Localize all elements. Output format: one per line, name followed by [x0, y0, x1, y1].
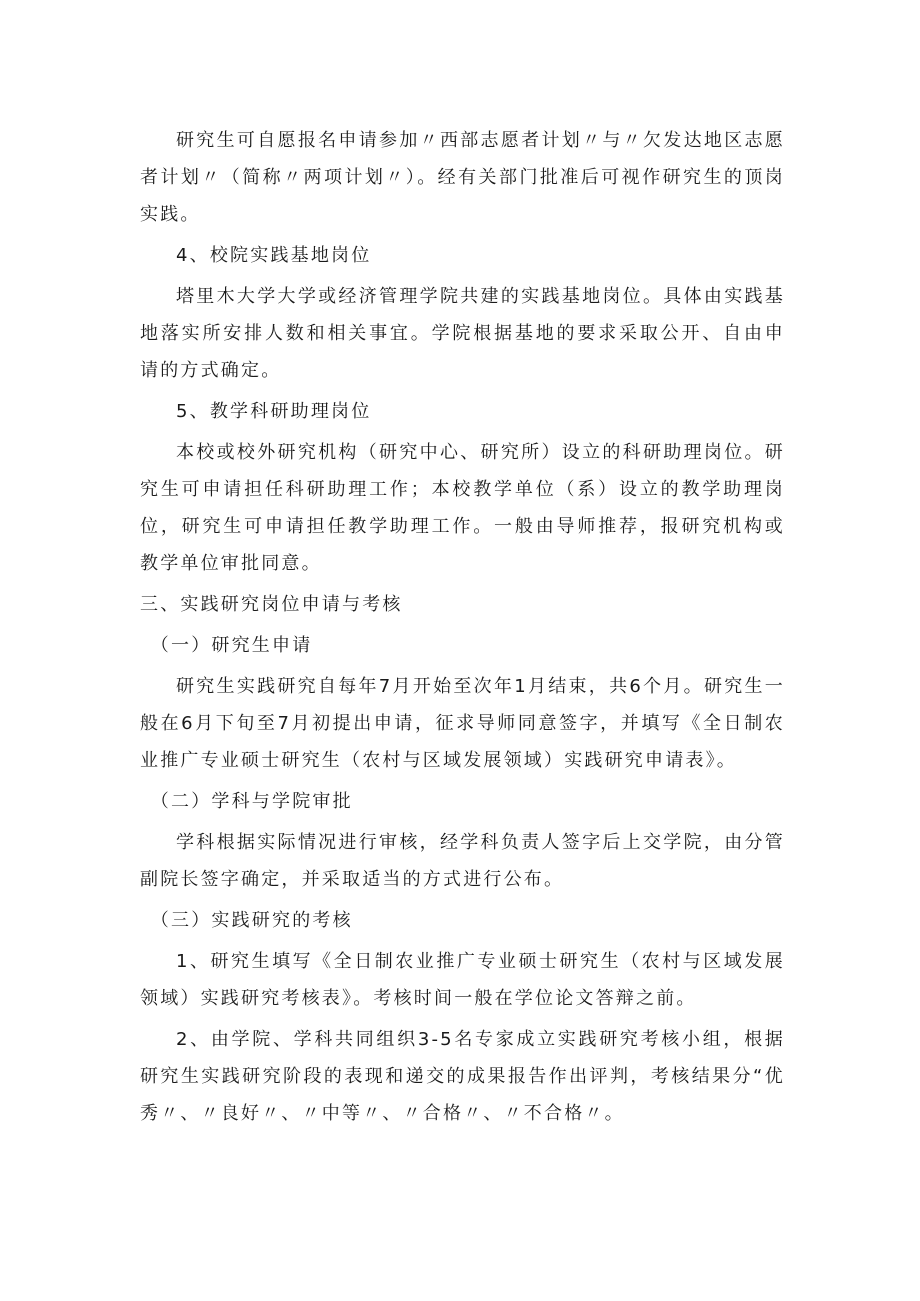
- document-body: [140, 122, 785, 1136]
- paragraph-approval-process: 学科根据实际情况进行审核，经学科负责人签字后上交学院，由分管副院长签字确定，并采取适当的方式进行公布。: [140, 832, 785, 890]
- subsection-assessment: （三）实践研究的考核: [150, 910, 353, 931]
- paragraph-two-plans: 研究生可自愿报名申请参加〃西部志愿者计划〃与〃欠发达地区志愿者计划〃（简称〃两项计划〃）。经有关部门批准后可视作研究生的顶岗实践。: [140, 130, 785, 225]
- paragraph-research-assistant: 本校或校外研究机构（研究中心、研究所）设立的科研助理岗位。研究生可申请担任科研助理工作；本校教学单位（系）设立的教学助理岗位，研究生可申请担任教学助理工作。一般由导师推荐，报研究机构或教学单位审批同意。: [140, 442, 785, 574]
- paragraph-application-timeline: 研究生实践研究自每年7月开始至次年1月结束，共6个月。研究生一般在6月下旬至7月初提出申请，征求导师同意签字，并填写《全日制农业推广专业硕士研究生（农村与区域发展领域）实践研究申请表》。: [140, 676, 785, 771]
- paragraph-assessment-panel: 2、由学院、学科共同组织3-5名专家成立实践研究考核小组，根据研究生实践研究阶段的表现和递交的成果报告作出评判，考核结果分“优秀〃、〃良好〃、〃中等〃、〃合格〃、〃不合格〃。: [140, 1029, 785, 1124]
- subsection-student-application: （一）研究生申请: [150, 635, 313, 656]
- paragraph-assessment-form: 1、研究生填写《全日制农业推广专业硕士研究生（农村与区域发展领域）实践研究考核表》。考核时间一般在学位论文答辩之前。: [140, 951, 785, 1009]
- section-heading-application-assessment: 三、实践研究岗位申请与考核: [140, 594, 403, 615]
- subsection-approval: （二）学科与学院审批: [150, 791, 353, 812]
- paragraph-practice-base: 塔里木大学大学或经济管理学院共建的实践基地岗位。具体由实践基地落实所安排人数和相关事宜。学院根据基地的要求采取公开、自由申请的方式确定。: [140, 286, 785, 381]
- subheading-teaching-research-assistant: 5、教学科研助理岗位: [176, 401, 372, 422]
- subheading-practice-base-posts: 4、校院实践基地岗位: [176, 245, 372, 266]
